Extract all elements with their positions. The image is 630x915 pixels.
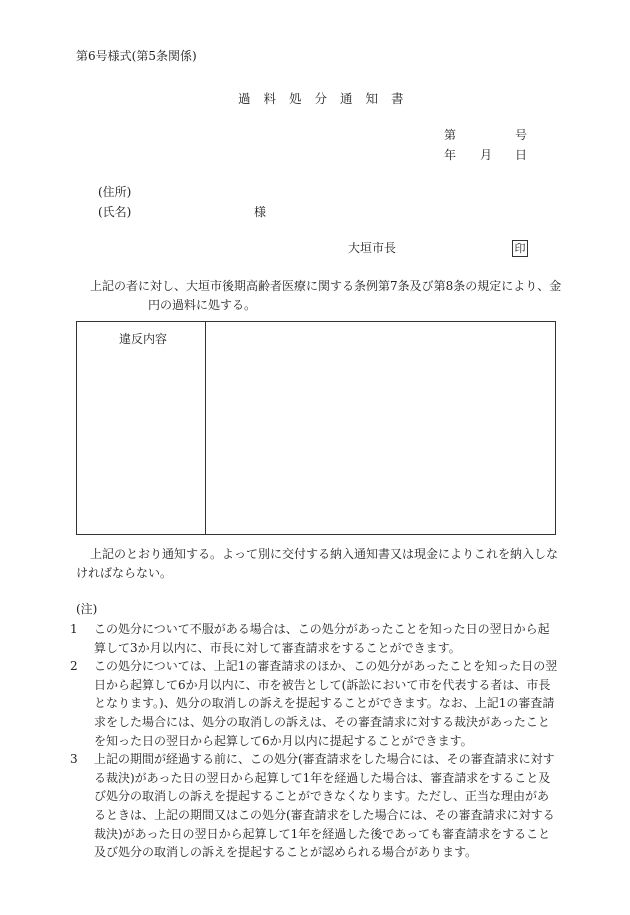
violation-table (76, 321, 556, 535)
body-line-2: 円の過料に処する。 (148, 298, 257, 312)
ref-go: 号 (515, 128, 528, 142)
notes-list (70, 620, 560, 862)
note-item: 1 この処分について不服がある場合は、この処分があったことを知った日の翌日から起算して3か月以内に、市長に対して審査請求をすることができます。 (70, 622, 550, 655)
violation-content-field[interactable] (207, 324, 553, 532)
date-day: 日 (515, 148, 528, 162)
form-label: 第6号様式(第5条関係) (76, 49, 197, 63)
address-label: (住所) (98, 185, 132, 199)
note-item: 2 この処分については、上記1の審査請求のほか、この処分があったことを知った日の翌日から起算して6か月以内に、市を被告として(訴訟において市を代表する者は、市長となります。)、処分の取消しの訴えを提起することができます。なお、上記1の審査請求をした場合には、処分の取消しの訴えは、その審査請求に対する裁決があったことを知った日の翌日から起算して6か月以内に提起することができます。 (70, 659, 558, 748)
table-divider (205, 322, 206, 534)
name-label: (氏名) (98, 205, 132, 219)
closing-line-2: ければならない。 (76, 566, 173, 580)
notes-header: (注) (76, 602, 98, 616)
violation-header: 違反内容 (119, 332, 168, 346)
ref-dai: 第 (444, 128, 457, 142)
document-title: 過料処分通知書 (238, 91, 417, 106)
issuer-name: 大垣市長 (348, 241, 397, 255)
seal-mark: 印 (512, 240, 528, 257)
note-item: 3 上記の期間が経過する前に、この処分(審査請求をした場合には、その審査請求に対する裁決)があった日の翌日から起算して1年を経過した場合は、審査請求をすること及び処分の取消しの訴えを提起することができなくなります。ただし、正当な理由があるときは、上記の期間又はこの処分(審査請求をした場合には、その審査請求に対する裁決)があった日の翌日から起算して1年を経過した後であっても審査請求をすること及び処分の取消しの訴えを提起することが認められる場合があります。 (70, 752, 555, 860)
honorific: 様 (254, 205, 267, 219)
date-month: 月 (480, 148, 493, 162)
body-line-1: 上記の者に対し、大垣市後期高齢者医療に関する条例第7条及び第8条の規定により、金 (90, 279, 562, 293)
date-year: 年 (444, 148, 457, 162)
closing-line-1: 上記のとおり通知する。よって別に交付する納入通知書又は現金によりこれを納入しな (90, 547, 559, 561)
